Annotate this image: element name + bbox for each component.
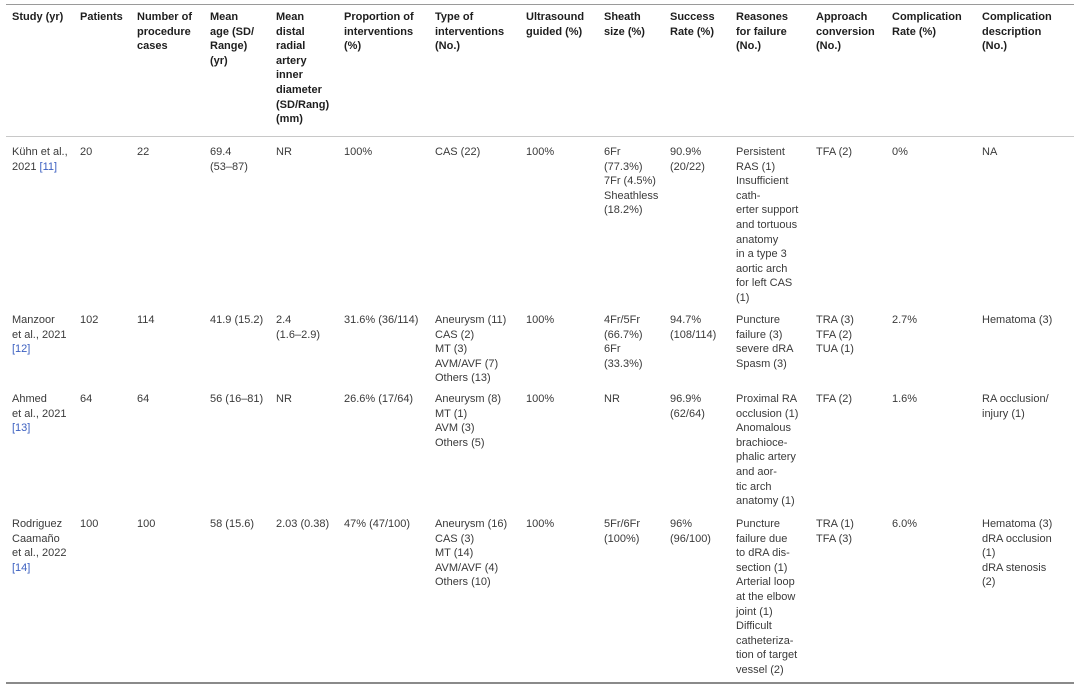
ultrasound-cell: 100% bbox=[526, 393, 555, 405]
table-bottom-rule bbox=[6, 682, 1074, 684]
ultrasound-cell: 100% bbox=[526, 314, 555, 326]
table-top-rule bbox=[6, 4, 1074, 5]
patients-cell: 102 bbox=[80, 314, 99, 326]
complication-description-cell: Hematoma (3) dRA occlusion (1) dRA stenosis (2) bbox=[982, 518, 1053, 589]
study-name: Manzoor et al., 2021 bbox=[12, 314, 67, 341]
failure-reasons-cell: Puncture failure (3) severe dRA Spasm (3) bbox=[736, 314, 794, 370]
success-rate-cell: 96% (96/100) bbox=[670, 518, 711, 545]
header-rule bbox=[6, 136, 1074, 137]
approach-conversion-cell: TFA (2) bbox=[816, 393, 853, 405]
col-header-sheath-size: Sheath size (%) bbox=[604, 11, 645, 38]
procedure-cases-cell: 22 bbox=[137, 146, 150, 158]
sheath-size-cell: NR bbox=[604, 393, 620, 405]
col-header-success-rate: Success Rate (%) bbox=[670, 11, 715, 38]
mean-age-cell: 41.9 (15.2) bbox=[210, 314, 264, 326]
proportion-cell: 26.6% (17/64) bbox=[344, 393, 414, 405]
complication-rate-cell: 0% bbox=[892, 146, 908, 158]
study-cell bbox=[12, 517, 66, 575]
failure-reasons-cell: Persistent RAS (1) Insufficient cath- erter support and tortuous anatomy in a type 3 aortic arch for left CAS (1) bbox=[736, 146, 799, 304]
proportion-cell: 47% (47/100) bbox=[344, 518, 411, 530]
col-header-failure-reasons: Reasones for failure (No.) bbox=[736, 11, 788, 53]
col-header-approach-conversion: Approach conversion (No.) bbox=[816, 11, 875, 53]
reference-link[interactable]: [13] bbox=[12, 422, 31, 435]
reference-link[interactable]: [11] bbox=[39, 160, 58, 173]
ultrasound-cell: 100% bbox=[526, 518, 555, 530]
complication-rate-cell: 6.0% bbox=[892, 518, 918, 530]
complication-description-cell: NA bbox=[982, 146, 998, 158]
failure-reasons-cell: Puncture failure due to dRA dis- section (1) Arterial loop at the elbow joint (1) Difficult catheteriza- tion of target vessel (2) bbox=[736, 518, 798, 676]
mean-age-cell: 69.4 (53–87) bbox=[210, 146, 248, 173]
col-header-complication-description: Complication description (No.) bbox=[982, 11, 1052, 53]
approach-conversion-cell: TRA (1) TFA (3) bbox=[816, 518, 854, 545]
proportion-cell: 31.6% (36/114) bbox=[344, 314, 419, 326]
sheath-size-cell: 6Fr (77.3%) 7Fr (4.5%) Sheathless (18.2%) bbox=[604, 146, 659, 217]
intervention-type-cell: Aneurysm (8) MT (1) AVM (3) Others (5) bbox=[435, 393, 502, 449]
radial-diameter-cell: 2.03 (0.38) bbox=[276, 518, 330, 530]
complication-rate-cell: 1.6% bbox=[892, 393, 918, 405]
proportion-cell: 100% bbox=[344, 146, 373, 158]
failure-reasons-cell: Proximal RA occlusion (1) Anomalous brachioce- phalic artery and aor- tic arch anatomy (1) bbox=[736, 393, 799, 508]
col-header-mean-age: Mean age (SD/ Range) (yr) bbox=[210, 11, 255, 67]
sheath-size-cell: 4Fr/5Fr (66.7%) 6Fr (33.3%) bbox=[604, 314, 643, 370]
study-cell bbox=[12, 392, 66, 436]
procedure-cases-cell: 114 bbox=[137, 314, 155, 326]
radial-diameter-cell: NR bbox=[276, 146, 292, 158]
complication-rate-cell: 2.7% bbox=[892, 314, 918, 326]
complication-description-cell: Hematoma (3) bbox=[982, 314, 1053, 326]
study-name: Rodriguez Caamaño et al., 2022 bbox=[12, 518, 67, 560]
col-header-complication-rate: Complication Rate (%) bbox=[892, 11, 962, 38]
mean-age-cell: 58 (15.6) bbox=[210, 518, 255, 530]
complication-description-cell: RA occlusion/ injury (1) bbox=[982, 393, 1049, 420]
study-name: Kühn et al., 2021 bbox=[12, 146, 68, 173]
procedure-cases-cell: 100 bbox=[137, 518, 156, 530]
sheath-size-cell: 5Fr/6Fr (100%) bbox=[604, 518, 641, 545]
intervention-type-cell: CAS (22) bbox=[435, 146, 481, 158]
success-rate-cell: 96.9% (62/64) bbox=[670, 393, 705, 420]
procedure-cases-cell: 64 bbox=[137, 393, 150, 405]
col-header-patients: Patients bbox=[80, 11, 123, 23]
success-rate-cell: 94.7% (108/114) bbox=[670, 314, 717, 341]
col-header-study: Study (yr) bbox=[12, 11, 64, 23]
intervention-type-cell: Aneurysm (11) CAS (2) MT (3) AVM/AVF (7) Others (13) bbox=[435, 314, 507, 385]
patients-cell: 100 bbox=[80, 518, 99, 530]
study-cell bbox=[12, 313, 66, 357]
approach-conversion-cell: TRA (3) TFA (2) TUA (1) bbox=[816, 314, 854, 356]
col-header-procedure-cases: Number of procedure cases bbox=[137, 11, 192, 53]
intervention-type-cell: Aneurysm (16) CAS (3) MT (14) AVM/AVF (4) Others (10) bbox=[435, 518, 508, 589]
radial-diameter-cell: 2.4 (1.6–2.9) bbox=[276, 314, 321, 341]
col-header-intervention-type: Type of interventions (No.) bbox=[435, 11, 505, 53]
ultrasound-cell: 100% bbox=[526, 146, 555, 158]
reference-link[interactable]: [14] bbox=[12, 561, 31, 574]
col-header-proportion: Proportion of interventions (%) bbox=[344, 11, 414, 53]
study-name: Ahmed et al., 2021 bbox=[12, 393, 67, 420]
patients-cell: 20 bbox=[80, 146, 93, 158]
patients-cell: 64 bbox=[80, 393, 93, 405]
approach-conversion-cell: TFA (2) bbox=[816, 146, 853, 158]
col-header-radial-diameter: Mean distal radial artery inner diameter (SD/Rang) (mm) bbox=[276, 11, 330, 126]
col-header-ultrasound: Ultrasound guided (%) bbox=[526, 11, 585, 38]
radial-diameter-cell: NR bbox=[276, 393, 292, 405]
success-rate-cell: 90.9% (20/22) bbox=[670, 146, 705, 173]
study-cell bbox=[12, 145, 68, 174]
mean-age-cell: 56 (16–81) bbox=[210, 393, 264, 405]
reference-link[interactable]: [12] bbox=[12, 343, 31, 356]
